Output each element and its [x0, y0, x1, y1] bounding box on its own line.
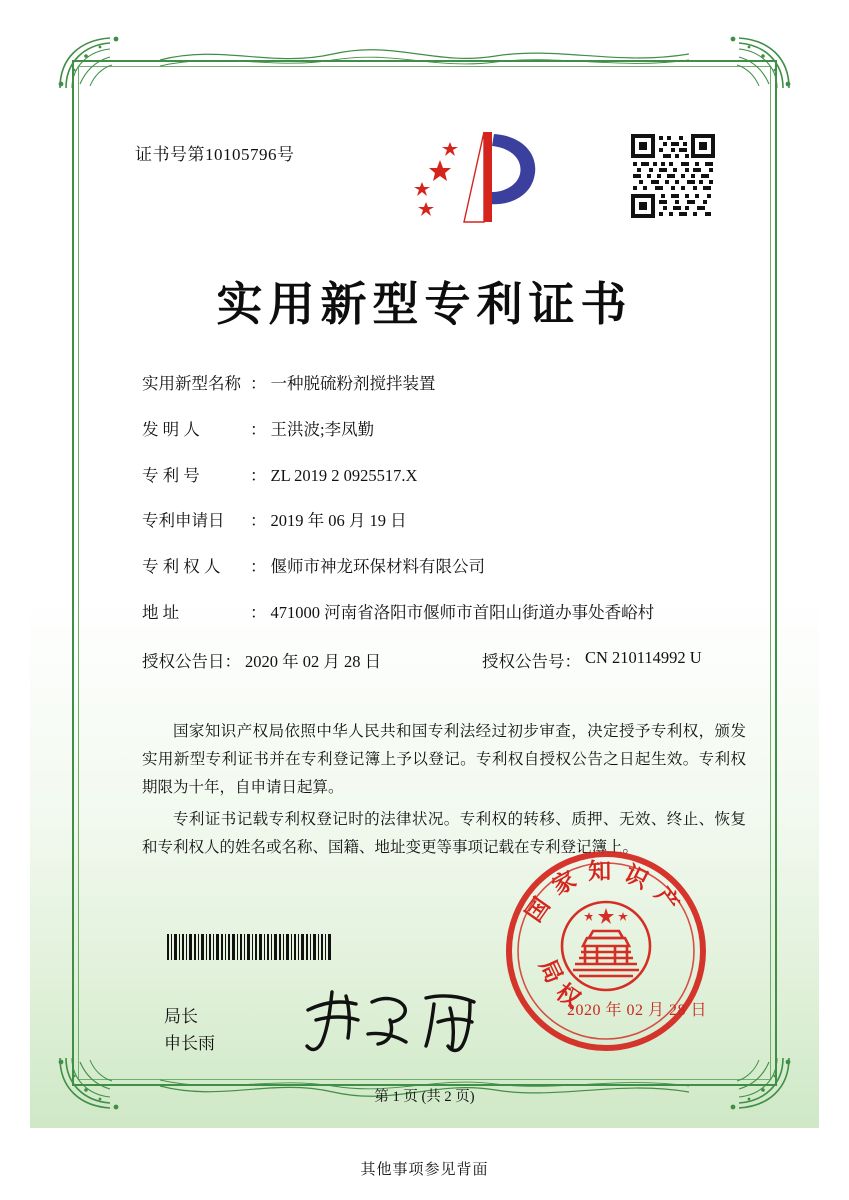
cnipa-logo-icon: [402, 126, 542, 236]
director-role-label: 局长: [164, 1007, 198, 1026]
field-colon: ：: [564, 651, 581, 671]
field-list: [142, 373, 742, 686]
field-row-patent-number: [142, 465, 742, 487]
field-value: 471000 河南省洛阳市偃师市首阳山街道办事处香峪村: [270, 602, 655, 622]
field-value: 王洪波;李凤勤: [270, 419, 375, 439]
page-title: 实用新型专利证书: [216, 277, 633, 331]
signature-labels: [164, 1003, 215, 1057]
handwritten-signature-icon: [298, 980, 508, 1060]
field-colon: ：: [250, 557, 267, 577]
grant-number-group: [482, 648, 702, 672]
field-label: 发 明 人: [142, 419, 200, 439]
field-colon: ：: [250, 419, 267, 439]
field-row-name: [142, 373, 742, 395]
field-row-address: [142, 602, 742, 624]
field-colon: ：: [224, 651, 241, 671]
director-name-label: 申长雨: [164, 1034, 215, 1053]
field-value: 2019 年 06 月 19 日: [270, 511, 407, 531]
field-row-patentee: [142, 556, 742, 578]
official-seal: [501, 846, 711, 1056]
field-colon: ：: [250, 602, 267, 622]
back-side-note: 其他事项参见背面: [360, 1162, 489, 1178]
legal-text-block: [142, 718, 746, 866]
field-row-grant-info: [142, 648, 742, 672]
field-label: 授权公告日: [142, 651, 225, 671]
field-value: 一种脱硫粉剂搅拌装置: [270, 374, 436, 393]
field-row-inventor: [142, 419, 742, 441]
svg-text:国家知识产: 国家知识产: [520, 857, 691, 927]
barcode: [167, 934, 332, 960]
field-label: 专利申请日: [142, 511, 225, 531]
field-label: 实用新型名称: [142, 374, 241, 393]
certificate-sheet: [30, 18, 819, 1128]
field-row-application-date: [142, 510, 742, 532]
paragraph-grant: 国家知识产权局依照中华人民共和国专利法经过初步审查，决定授予专利权，颁发实用新型专利证书并在专利登记簿上予以登记。专利权自授权公告之日起生效。专利权期限为十年，自申请日起算。: [142, 723, 746, 796]
field-label: 专 利 号: [142, 465, 200, 485]
seal-date: 2020 年 02 月 28 日: [566, 1002, 707, 1019]
field-value: CN 210114992 U: [585, 647, 702, 667]
field-value: 偃师市神龙环保材料有限公司: [270, 557, 485, 577]
field-colon: ：: [250, 374, 267, 393]
page-indicator: 第 1 页 (共 2 页): [374, 1089, 475, 1105]
qr-code: [627, 130, 719, 222]
field-label: 地 址: [142, 602, 180, 622]
field-colon: ：: [250, 511, 267, 531]
paragraph-register: 专利证书记载专利权登记时的法律状况。专利权的转移、质押、无效、终止、恢复和专利权人的姓名或名称、国籍、地址变更等事项记载在专利登记簿上。: [142, 811, 746, 856]
field-colon: ：: [250, 465, 267, 485]
svg-text:局权: 局权: [533, 955, 595, 1020]
edge-ornament-icon: [160, 40, 689, 70]
grant-date-group: [142, 648, 482, 672]
field-label: 授权公告号: [482, 651, 565, 671]
field-label: 专 利 权 人: [142, 557, 221, 577]
certificate-number: 证书号第10105796号: [135, 145, 295, 164]
field-value: 2020 年 02 月 28 日: [245, 651, 382, 671]
field-value: ZL 2019 2 0925517.X: [270, 465, 418, 485]
